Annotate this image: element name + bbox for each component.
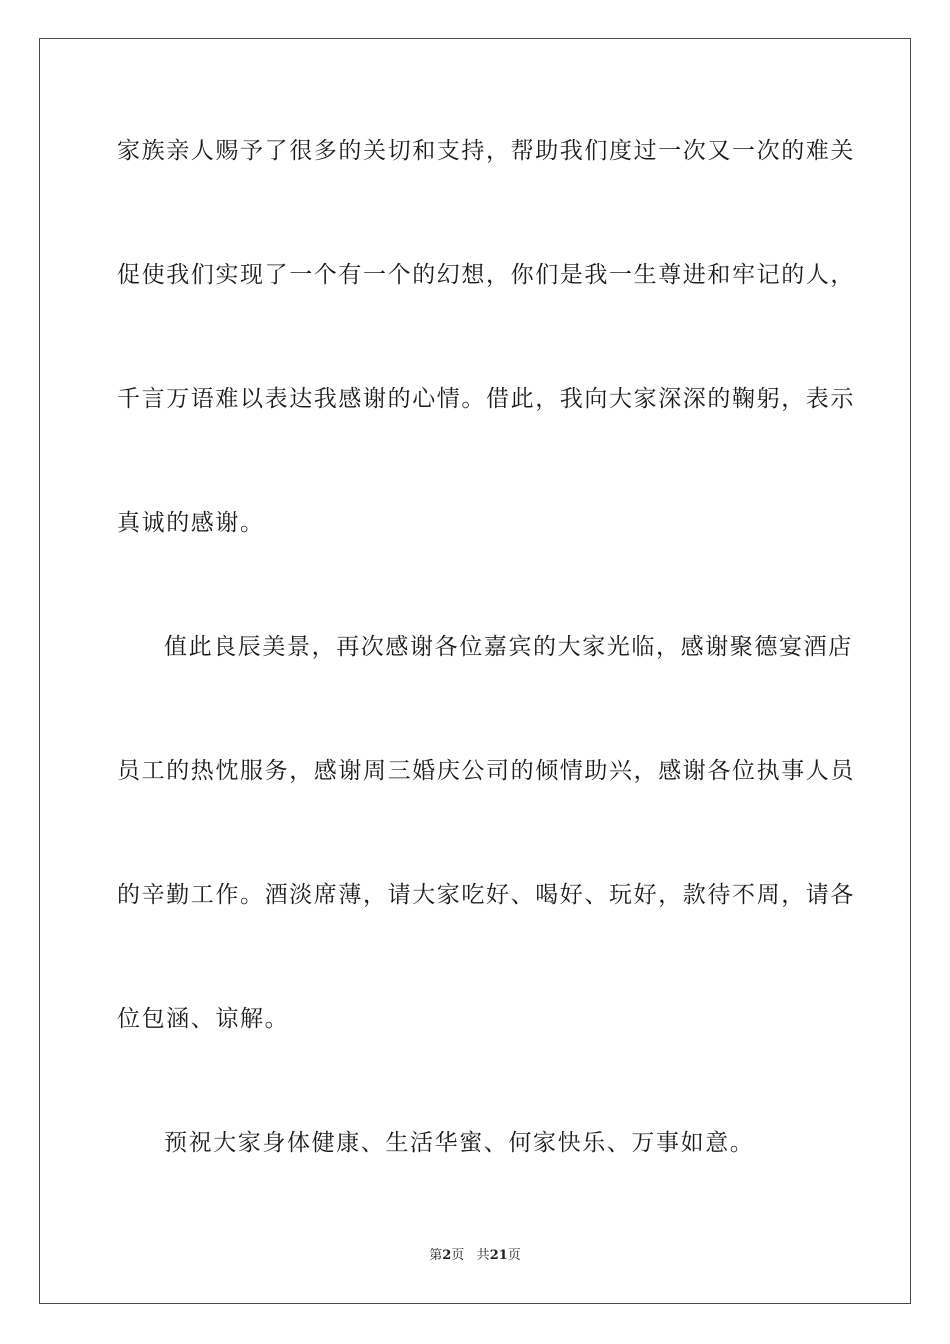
text-line-2: 促使我们实现了一个有一个的幻想，你们是我一生尊进和牢记的人， — [117, 262, 855, 288]
footer-total-prefix: 共 — [476, 1248, 490, 1263]
footer-page-number: 2 — [442, 1248, 452, 1263]
text-line-5: 值此良辰美景，再次感谢各位嘉宾的大家光临，感谢聚德宴酒店 — [164, 634, 853, 660]
footer-page-suffix: 页 — [451, 1248, 465, 1263]
text-line-3: 千言万语难以表达我感谢的心情。借此，我向大家深深的鞠躬，表示 — [117, 386, 855, 412]
text-line-1: 家族亲人赐予了很多的关切和支持，帮助我们度过一次又一次的难关 — [117, 138, 855, 164]
text-line-9: 预祝大家身体健康、生活华蜜、何家快乐、万事如意。 — [164, 1130, 755, 1156]
text-line-7: 的辛勤工作。酒淡席薄，请大家吃好、喝好、玩好，款待不周，请各 — [117, 882, 855, 908]
footer-total-pages: 21 — [489, 1248, 508, 1263]
footer-total-suffix: 页 — [507, 1248, 521, 1263]
page-footer — [0, 1247, 950, 1265]
text-line-8: 位包涵、谅解。 — [117, 1006, 290, 1032]
text-line-4: 真诚的感谢。 — [117, 510, 265, 536]
page-border — [39, 38, 911, 1304]
footer-page-prefix: 第 — [429, 1248, 443, 1263]
text-line-6: 员工的热忱服务，感谢周三婚庆公司的倾情助兴，感谢各位执事人员 — [117, 758, 855, 784]
